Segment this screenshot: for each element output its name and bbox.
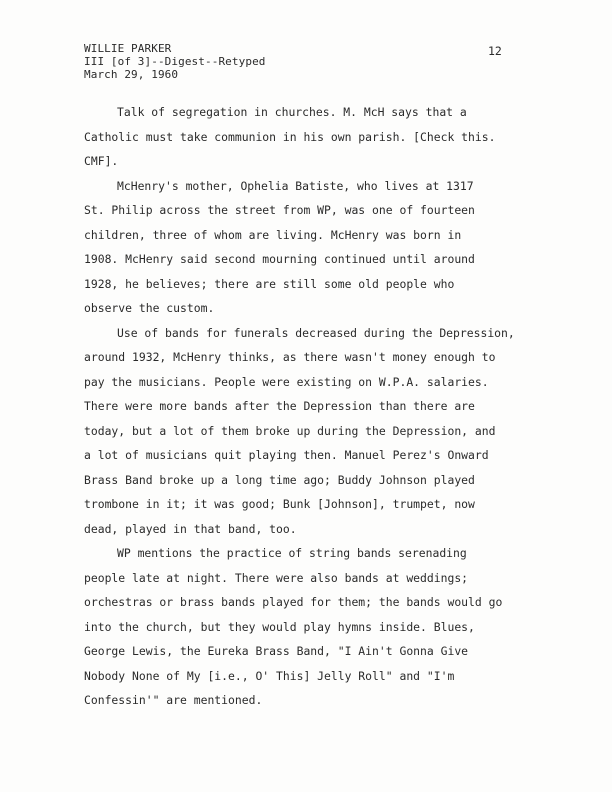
text-line: WP mentions the practice of string bands serenading: [117, 546, 467, 560]
text-line: Catholic must take communion in his own parish. [Check this.: [84, 129, 496, 144]
text-line: observe the custom.: [84, 301, 215, 315]
paragraph-string-bands: [84, 541, 524, 713]
text-line: 1908. McHenry said second mourning continued until around: [84, 252, 475, 266]
text-line: Use of bands for funerals decreased during the Depression,: [117, 325, 515, 340]
text-line: pay the musicians. People were existing on W.P.A. salaries.: [84, 374, 489, 389]
page-number: 12: [488, 44, 502, 58]
text-line: Nobody None of My [i.e., O' This] Jelly Roll" and "I'm: [84, 668, 455, 683]
paragraph-segregation: [84, 100, 524, 174]
text-line: Talk of segregation in churches. M. McH says that a: [117, 105, 467, 119]
reel-info: III [of 3]--Digest--Retyped: [84, 55, 266, 68]
document-body: [84, 100, 524, 713]
text-line: trombone in it; it was good; Bunk [Johnson], trumpet, now: [84, 497, 475, 511]
text-line: people late at night. There were also bands at weddings;: [84, 570, 469, 585]
text-line: dead, played in that band, too.: [84, 521, 297, 536]
text-line: a lot of musicians quit playing then. Manuel Perez's Onward: [84, 448, 489, 462]
text-line: McHenry's mother, Ophelia Batiste, who lives at 1317: [117, 178, 474, 193]
text-line: today, but a lot of them broke up during the Depression, and: [84, 423, 496, 438]
interview-date: March 29, 1960: [84, 68, 179, 81]
paragraph-mchenry-mother: [84, 174, 524, 321]
text-line: St. Philip across the street from WP, was one of fourteen: [84, 203, 475, 217]
text-line: There were more bands after the Depression than there are: [84, 399, 475, 413]
text-line: Confessin'" are mentioned.: [84, 693, 263, 707]
text-line: Brass Band broke up a long time ago; Buddy Johnson played: [84, 472, 475, 487]
document-header: [84, 42, 266, 81]
text-line: orchestras or brass bands played for them; the bands would go: [84, 595, 503, 609]
paragraph-depression-bands: [84, 321, 524, 542]
text-line: CMF].: [84, 154, 119, 168]
text-line: George Lewis, the Eureka Brass Band, "I Ain't Gonna Give: [84, 644, 469, 658]
text-line: around 1932, McHenry thinks, as there wasn't money enough to: [84, 350, 496, 364]
text-line: 1928, he believes; there are still some old people who: [84, 276, 455, 291]
text-line: into the church, but they would play hymns inside. Blues,: [84, 619, 475, 634]
text-line: children, three of whom are living. McHenry was born in: [84, 227, 462, 242]
interviewee-name: WILLIE PARKER: [84, 42, 172, 55]
